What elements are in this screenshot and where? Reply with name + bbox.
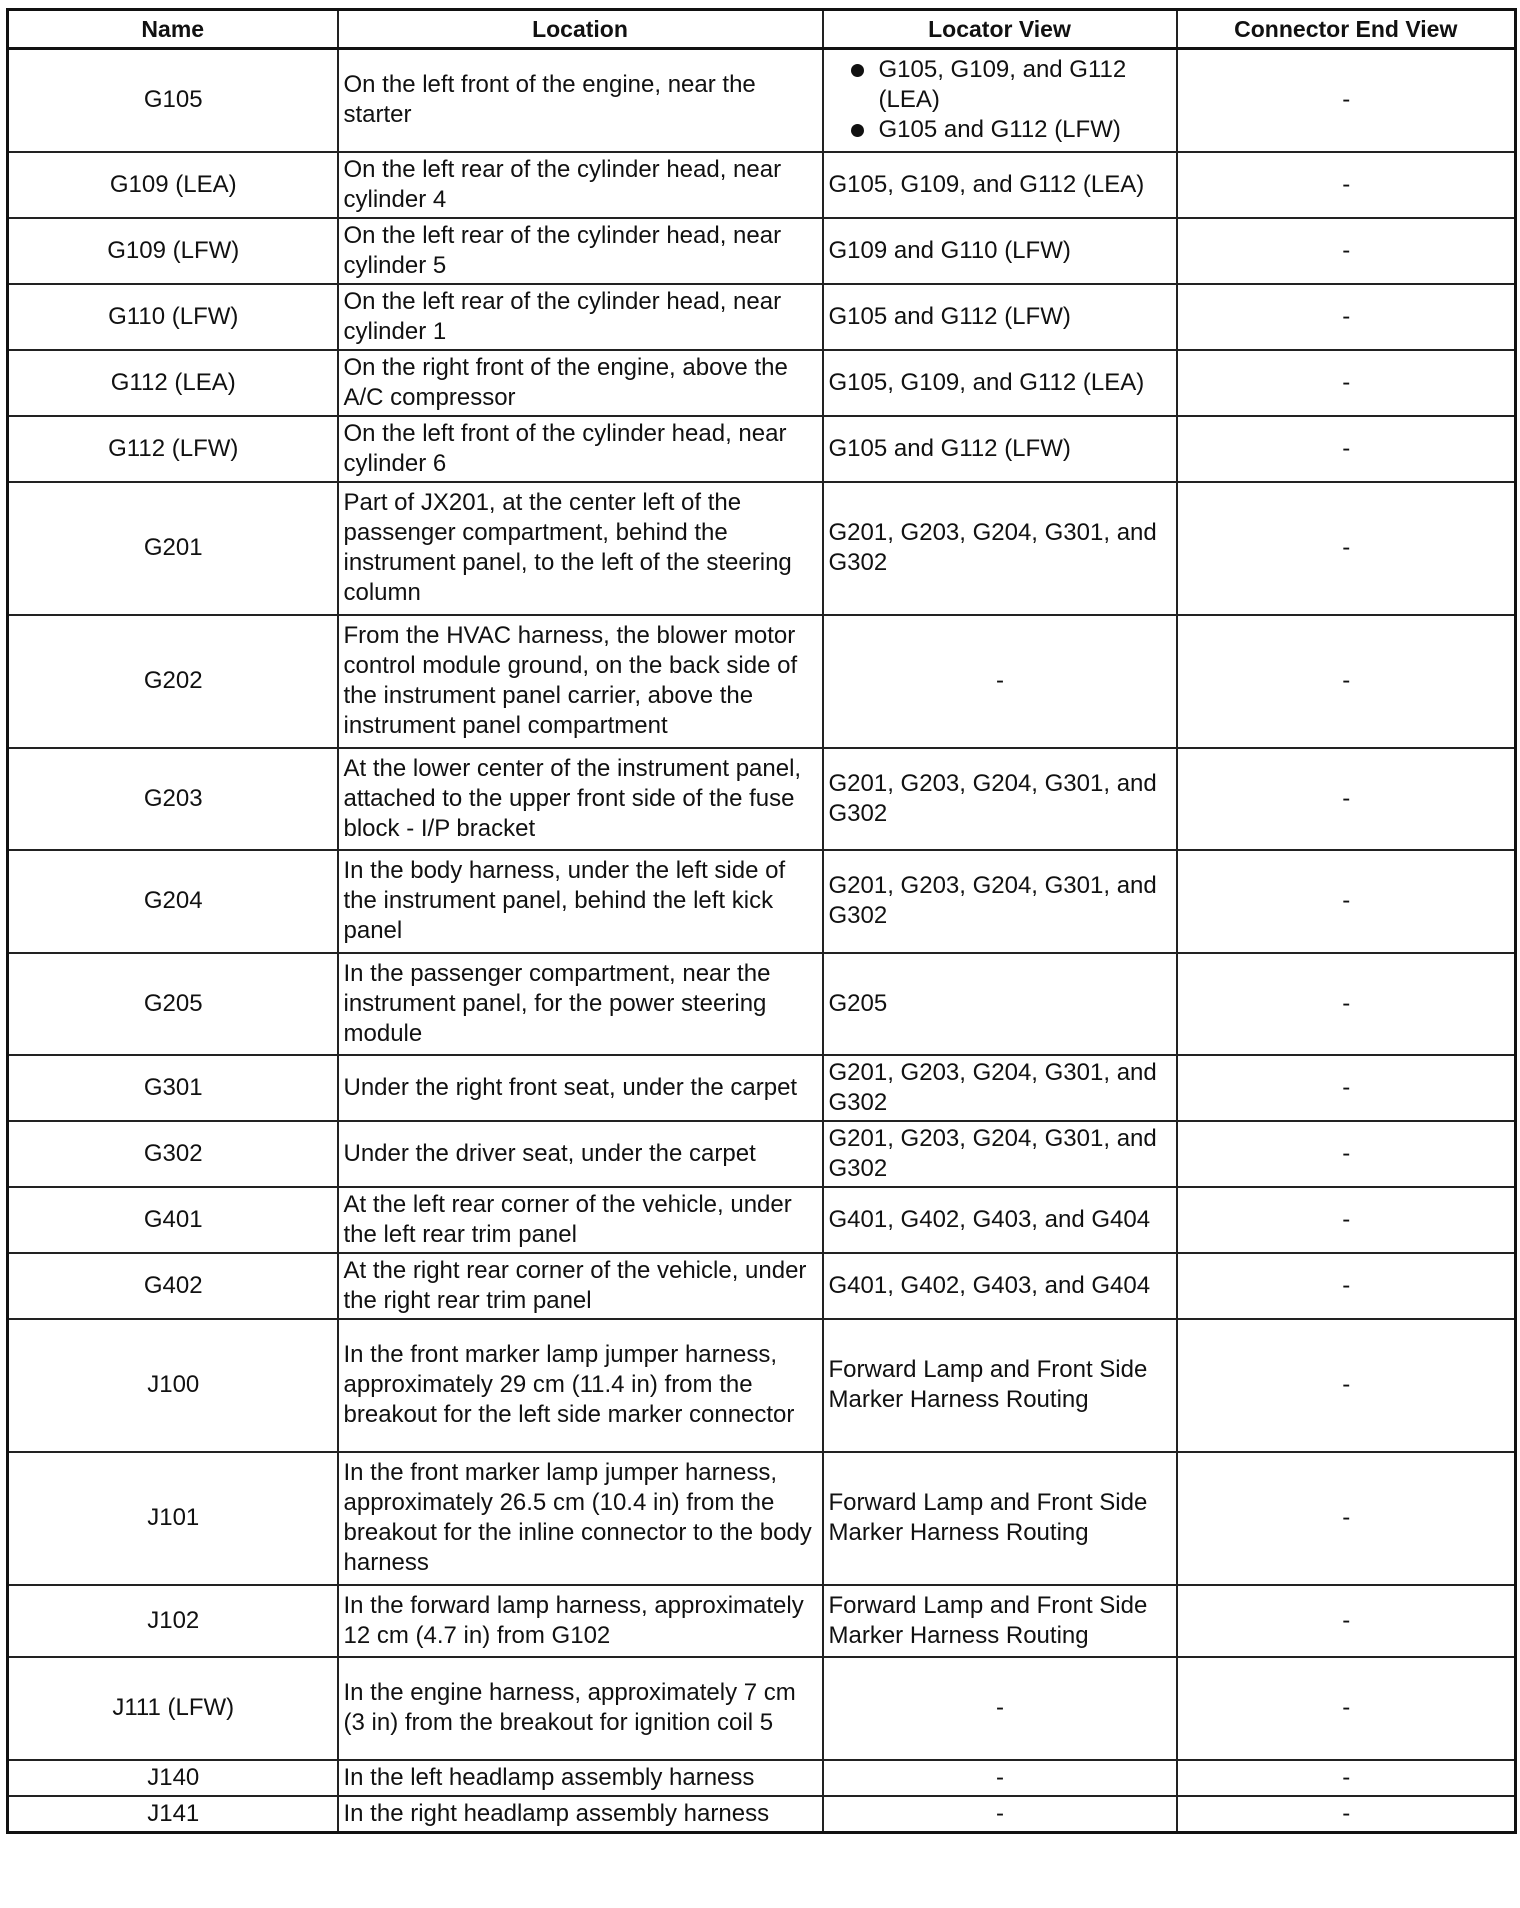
cell-name: G401 xyxy=(8,1187,338,1253)
cell-name: G402 xyxy=(8,1253,338,1319)
cell-location: On the left rear of the cylinder head, near cylinder 5 xyxy=(338,218,823,284)
cell-connector-end-view: - xyxy=(1177,748,1516,850)
cell-connector-end-view: - xyxy=(1177,1319,1516,1452)
cell-location: In the left headlamp assembly harness xyxy=(338,1760,823,1796)
cell-location: In the passenger compartment, near the instrument panel, for the power steering module xyxy=(338,953,823,1055)
cell-location: On the left front of the cylinder head, near cylinder 6 xyxy=(338,416,823,482)
cell-name: G112 (LFW) xyxy=(8,416,338,482)
table-row xyxy=(8,152,1516,218)
table-row xyxy=(8,350,1516,416)
cell-locator-view: - xyxy=(823,615,1177,748)
cell-location: In the right headlamp assembly harness xyxy=(338,1796,823,1833)
table-row xyxy=(8,416,1516,482)
cell-locator-view: G105, G109, and G112 (LEA) xyxy=(823,152,1177,218)
cell-connector-end-view: - xyxy=(1177,1187,1516,1253)
cell-connector-end-view: - xyxy=(1177,850,1516,953)
cell-locator-view: G109 and G110 (LFW) xyxy=(823,218,1177,284)
cell-location: In the body harness, under the left side of the instrument panel, behind the left kick panel xyxy=(338,850,823,953)
cell-location: In the front marker lamp jumper harness, approximately 29 cm (11.4 in) from the breakout for the left side marker connector xyxy=(338,1319,823,1452)
cell-name: J141 xyxy=(8,1796,338,1833)
table-row xyxy=(8,1121,1516,1187)
cell-name: G112 (LEA) xyxy=(8,350,338,416)
locator-view-list-item: G105, G109, and G112 (LEA) xyxy=(829,55,1172,115)
cell-connector-end-view: - xyxy=(1177,1585,1516,1657)
cell-name: G105 xyxy=(8,49,338,152)
cell-locator-view: - xyxy=(823,1657,1177,1760)
cell-name: J101 xyxy=(8,1452,338,1585)
locator-view-list xyxy=(829,55,1172,145)
cell-location: From the HVAC harness, the blower motor control module ground, on the back side of the instrument panel carrier, above the instrument panel compartment xyxy=(338,615,823,748)
cell-location: At the right rear corner of the vehicle, under the right rear trim panel xyxy=(338,1253,823,1319)
cell-locator-view: Forward Lamp and Front Side Marker Harness Routing xyxy=(823,1319,1177,1452)
cell-name: G301 xyxy=(8,1055,338,1121)
cell-name: J100 xyxy=(8,1319,338,1452)
cell-connector-end-view: - xyxy=(1177,1121,1516,1187)
cell-connector-end-view: - xyxy=(1177,1796,1516,1833)
table-row xyxy=(8,850,1516,953)
cell-name: G204 xyxy=(8,850,338,953)
cell-connector-end-view: - xyxy=(1177,1657,1516,1760)
cell-location: In the forward lamp harness, approximately 12 cm (4.7 in) from G102 xyxy=(338,1585,823,1657)
cell-connector-end-view: - xyxy=(1177,416,1516,482)
cell-location: In the front marker lamp jumper harness, approximately 26.5 cm (10.4 in) from the breakout for the inline connector to the body harness xyxy=(338,1452,823,1585)
cell-name: G203 xyxy=(8,748,338,850)
cell-locator-view: G105, G109, and G112 (LEA) xyxy=(823,350,1177,416)
table-row xyxy=(8,1585,1516,1657)
table-row xyxy=(8,49,1516,152)
cell-location: Under the right front seat, under the carpet xyxy=(338,1055,823,1121)
cell-location: Under the driver seat, under the carpet xyxy=(338,1121,823,1187)
cell-connector-end-view: - xyxy=(1177,350,1516,416)
cell-name: G205 xyxy=(8,953,338,1055)
cell-connector-end-view: - xyxy=(1177,953,1516,1055)
cell-name: G109 (LEA) xyxy=(8,152,338,218)
cell-name: G302 xyxy=(8,1121,338,1187)
cell-connector-end-view: - xyxy=(1177,49,1516,152)
column-header-name: Name xyxy=(8,10,338,49)
table-row xyxy=(8,1319,1516,1452)
cell-name: J140 xyxy=(8,1760,338,1796)
cell-locator-view: Forward Lamp and Front Side Marker Harness Routing xyxy=(823,1452,1177,1585)
table-row xyxy=(8,615,1516,748)
cell-location: In the engine harness, approximately 7 cm (3 in) from the breakout for ignition coil 5 xyxy=(338,1657,823,1760)
cell-locator-view xyxy=(823,49,1177,152)
component-locator-table xyxy=(6,8,1517,1834)
table-row xyxy=(8,284,1516,350)
cell-locator-view: G201, G203, G204, G301, and G302 xyxy=(823,1121,1177,1187)
cell-connector-end-view: - xyxy=(1177,615,1516,748)
table-row xyxy=(8,1657,1516,1760)
cell-locator-view: G105 and G112 (LFW) xyxy=(823,416,1177,482)
table-row xyxy=(8,1760,1516,1796)
cell-connector-end-view: - xyxy=(1177,1253,1516,1319)
table-row xyxy=(8,1187,1516,1253)
header-row xyxy=(8,10,1516,49)
locator-view-list-item: G105 and G112 (LFW) xyxy=(829,115,1172,145)
column-header-connector-end-view: Connector End View xyxy=(1177,10,1516,49)
cell-connector-end-view: - xyxy=(1177,1452,1516,1585)
cell-location: On the left rear of the cylinder head, near cylinder 4 xyxy=(338,152,823,218)
cell-connector-end-view: - xyxy=(1177,1055,1516,1121)
column-header-locator-view: Locator View xyxy=(823,10,1177,49)
cell-name: G202 xyxy=(8,615,338,748)
cell-connector-end-view: - xyxy=(1177,482,1516,615)
cell-name: G110 (LFW) xyxy=(8,284,338,350)
document-page xyxy=(6,8,1514,1834)
table-row xyxy=(8,1796,1516,1833)
cell-locator-view: G401, G402, G403, and G404 xyxy=(823,1187,1177,1253)
cell-locator-view: G201, G203, G204, G301, and G302 xyxy=(823,1055,1177,1121)
cell-locator-view: - xyxy=(823,1760,1177,1796)
table-row xyxy=(8,748,1516,850)
cell-location: Part of JX201, at the center left of the passenger compartment, behind the instrument panel, to the left of the steering column xyxy=(338,482,823,615)
cell-locator-view: G105 and G112 (LFW) xyxy=(823,284,1177,350)
cell-locator-view: G201, G203, G204, G301, and G302 xyxy=(823,850,1177,953)
cell-locator-view: Forward Lamp and Front Side Marker Harness Routing xyxy=(823,1585,1177,1657)
cell-locator-view: G201, G203, G204, G301, and G302 xyxy=(823,748,1177,850)
cell-location: At the left rear corner of the vehicle, under the left rear trim panel xyxy=(338,1187,823,1253)
cell-locator-view: G401, G402, G403, and G404 xyxy=(823,1253,1177,1319)
cell-locator-view: G201, G203, G204, G301, and G302 xyxy=(823,482,1177,615)
cell-location: On the left front of the engine, near the starter xyxy=(338,49,823,152)
table-row xyxy=(8,1055,1516,1121)
cell-connector-end-view: - xyxy=(1177,152,1516,218)
cell-connector-end-view: - xyxy=(1177,284,1516,350)
cell-location: At the lower center of the instrument panel, attached to the upper front side of the fuse block - I/P bracket xyxy=(338,748,823,850)
table-row xyxy=(8,482,1516,615)
cell-name: G201 xyxy=(8,482,338,615)
cell-locator-view: G205 xyxy=(823,953,1177,1055)
table-row xyxy=(8,953,1516,1055)
table-row xyxy=(8,1253,1516,1319)
cell-connector-end-view: - xyxy=(1177,218,1516,284)
table-row xyxy=(8,218,1516,284)
cell-connector-end-view: - xyxy=(1177,1760,1516,1796)
cell-name: G109 (LFW) xyxy=(8,218,338,284)
cell-locator-view: - xyxy=(823,1796,1177,1833)
cell-name: J111 (LFW) xyxy=(8,1657,338,1760)
table-row xyxy=(8,1452,1516,1585)
cell-location: On the right front of the engine, above the A/C compressor xyxy=(338,350,823,416)
column-header-location: Location xyxy=(338,10,823,49)
cell-location: On the left rear of the cylinder head, near cylinder 1 xyxy=(338,284,823,350)
cell-name: J102 xyxy=(8,1585,338,1657)
